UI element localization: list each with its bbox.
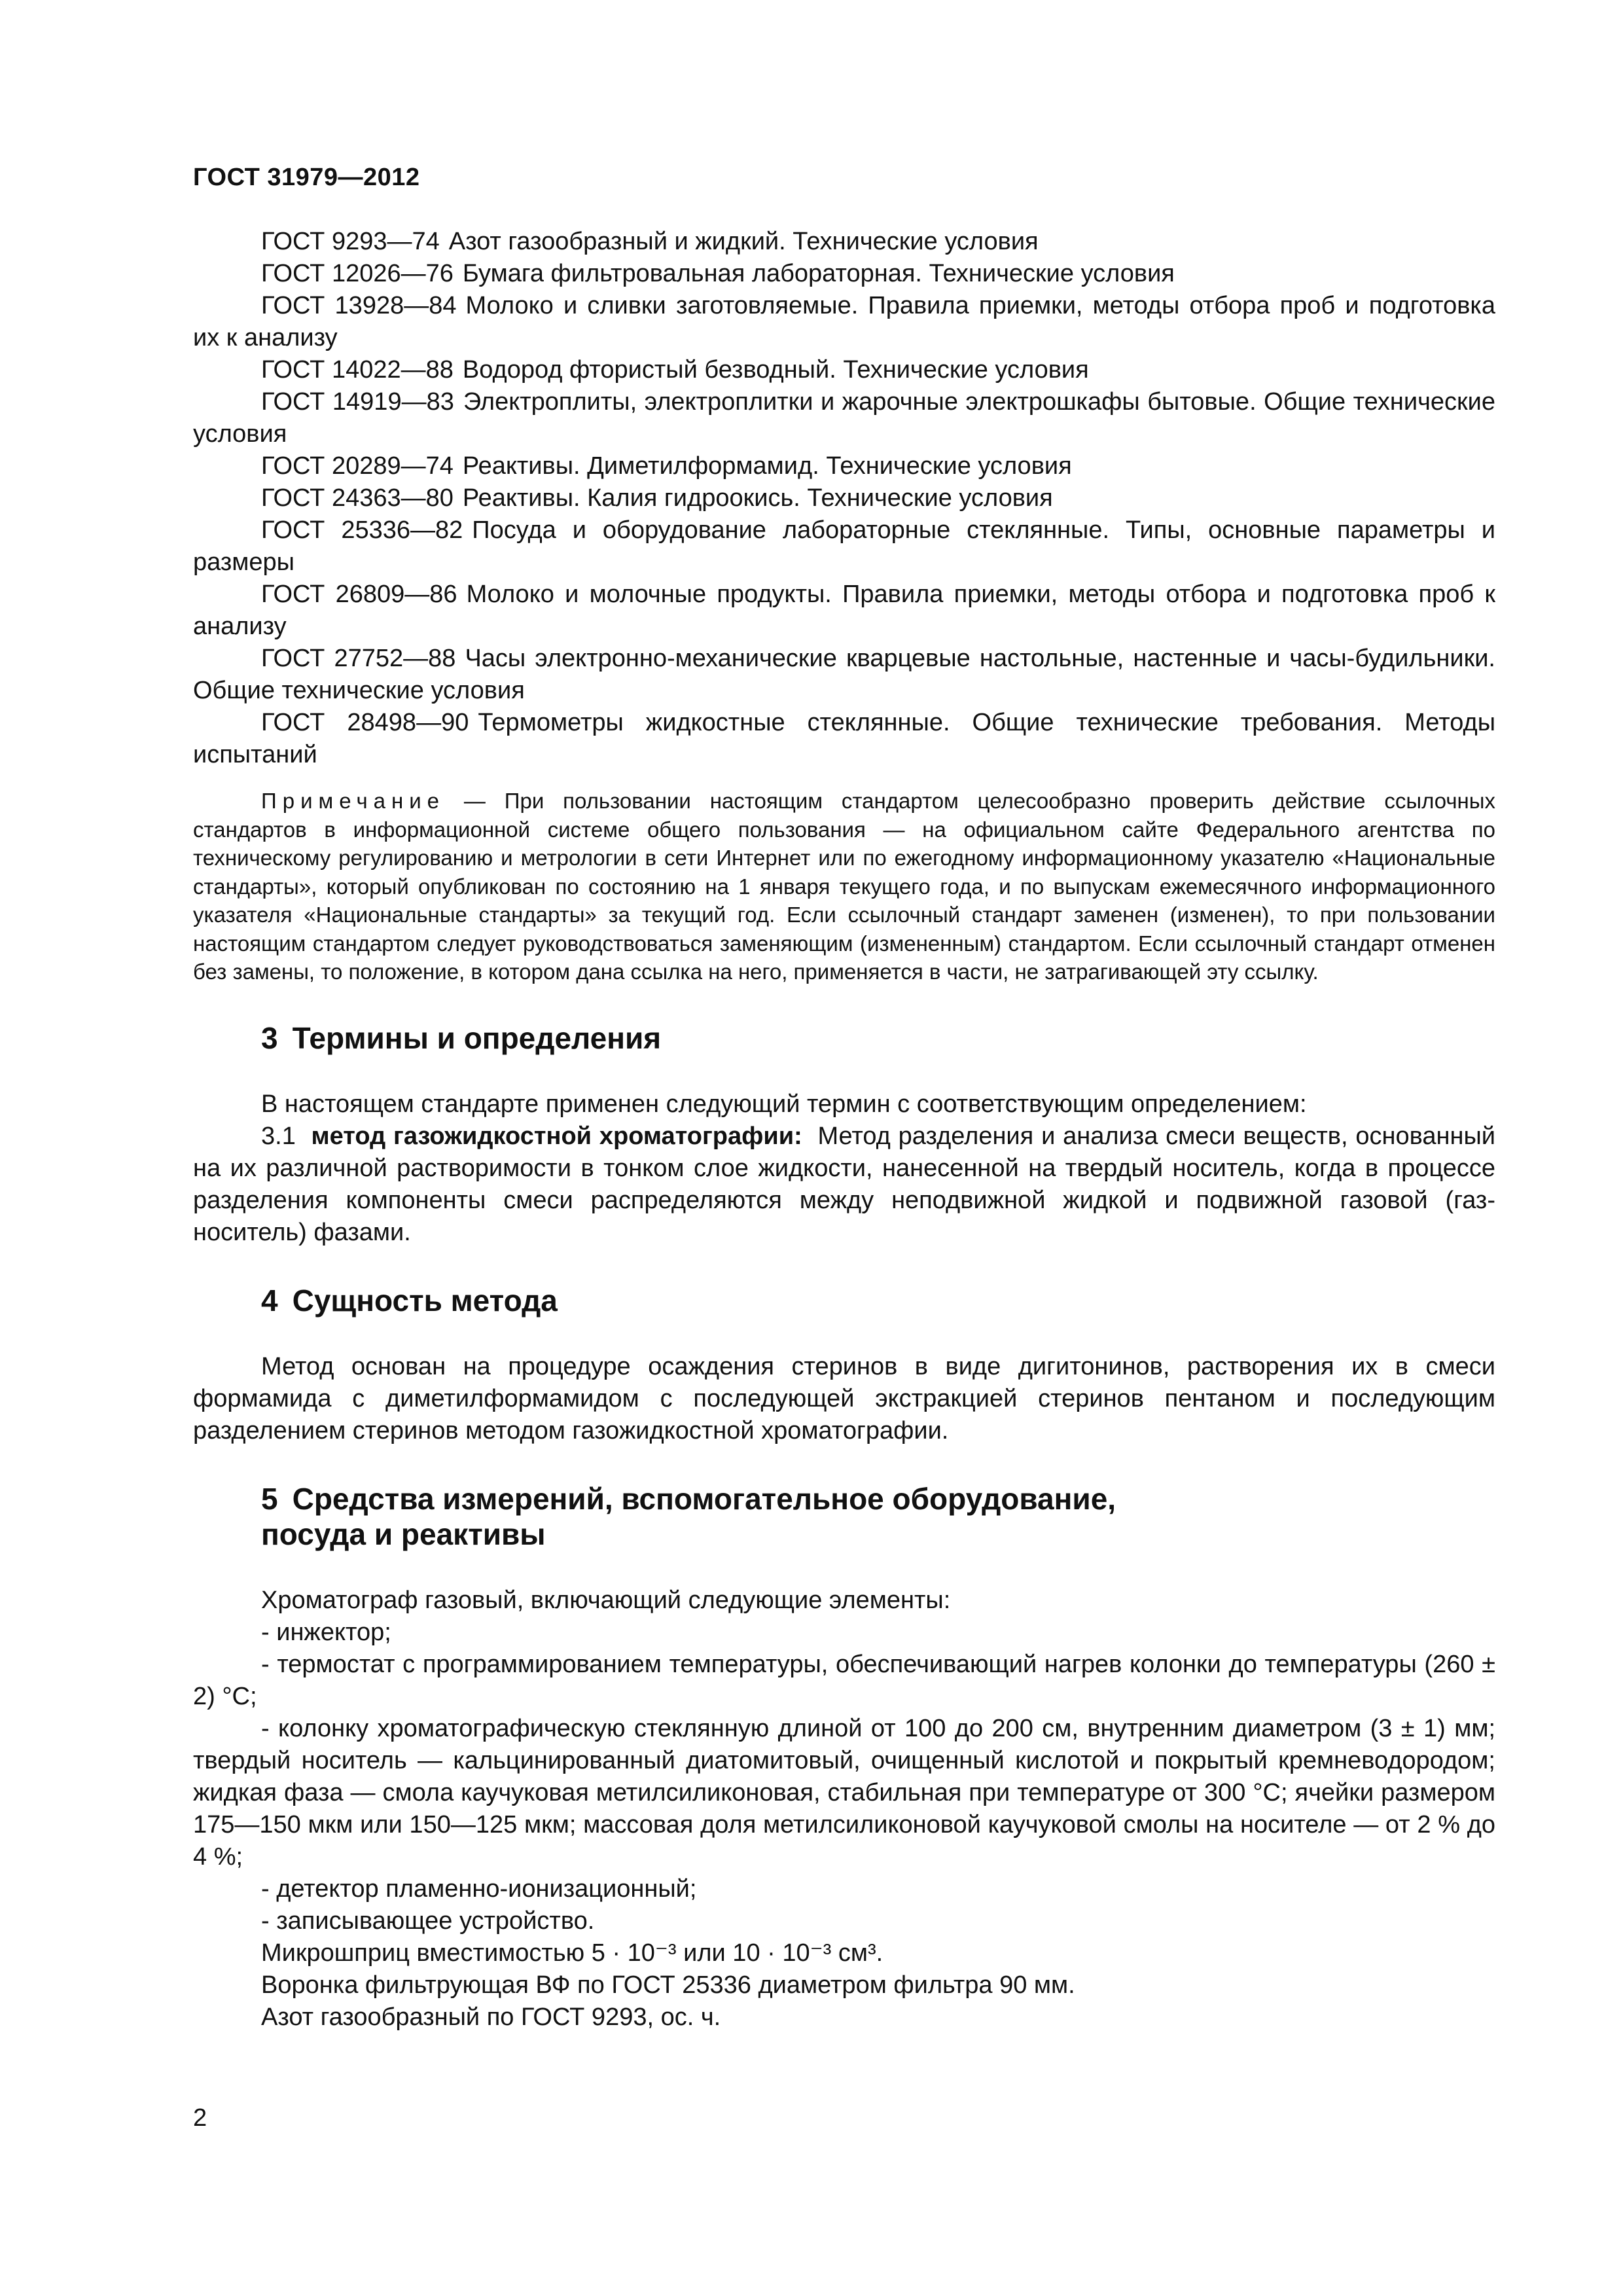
term-definition <box>193 1121 1495 1249</box>
reference-code: ГОСТ 14022—88 <box>261 356 454 384</box>
section-3-intro: В настоящем стандарте применен следующий термин с соответствующим определением: <box>261 1090 1307 1118</box>
section-4-text: Метод основан на процедуре осаждения стеринов в виде дигитонинов, растворения их в смеси формамида с диметилформамидом с последующей экстракцией стеринов пентаном и последующим разделением стеринов методом газожидкостной хроматографии. <box>193 1352 1495 1444</box>
reference-item <box>193 354 1495 386</box>
reference-code: ГОСТ 20289—74 <box>261 452 454 480</box>
document-code-header: ГОСТ 31979—2012 <box>193 164 420 191</box>
reference-item <box>193 226 1495 258</box>
equipment-item: - колонку хроматографическую стеклянную длиной от 100 до 200 см, внутренним диаметром (3 ± 1) мм; твердый носитель — кальцинированный диатомитовый, очищенный кислотой и покрытый кремневодородом; жидкая фаза — смола каучуковая метилсиликоновая, стабильная при температуре от 300 °С; ячейки размером 175—150 мкм или 150—125 мкм; массовая доля метилсиликоновой каучуковой смолы на носителе — от 2 % до 4 %; <box>193 1714 1495 1871</box>
section-title-line-2: посуда и реактивы <box>261 1516 546 1551</box>
page-content <box>193 226 1495 2034</box>
section-number: 4 <box>261 1283 278 1318</box>
reference-title: Молоко и молочные продукты. Правила приемки, методы отбора и подготовка проб к анализу <box>193 581 1496 640</box>
reference-code: ГОСТ 12026—76 <box>261 260 454 287</box>
section-title: Термины и определения <box>292 1020 662 1055</box>
reference-item <box>193 643 1495 707</box>
section-title: Сущность метода <box>292 1283 558 1318</box>
reference-item <box>193 290 1495 354</box>
reference-code: ГОСТ 24363—80 <box>261 484 454 512</box>
reference-list <box>193 226 1495 771</box>
reference-title: Часы электронно-механические кварцевые настольные, настенные и часы-будильники. Общие технические условия <box>193 645 1495 704</box>
section-number: 5 <box>261 1481 278 1516</box>
section-number: 3 <box>261 1020 278 1055</box>
reference-title: Реактивы. Калия гидроокись. Технические условия <box>462 484 1053 512</box>
defined-term: метод газожидкостной хроматографии: <box>311 1122 802 1150</box>
reference-code: ГОСТ 27752—88 <box>261 645 456 672</box>
reference-code: ГОСТ 9293—74 <box>261 228 440 255</box>
reference-title: Молоко и сливки заготовляемые. Правила приемки, методы отбора проб и подготовка их к анализу <box>193 292 1496 351</box>
reference-code: ГОСТ 25336—82 <box>261 516 463 544</box>
page-number: 2 <box>193 2104 207 2132</box>
references-note <box>193 787 1495 986</box>
section-4-heading <box>261 1283 1495 1318</box>
reference-title: Электроплиты, электроплитки и жарочные электрошкафы бытовые. Общие технические условия <box>193 388 1495 448</box>
equipment-item: - термостат с программированием температуры, обеспечивающий нагрев колонки до температуры (260 ± 2) °С; <box>193 1650 1495 1710</box>
equipment-item: - инжектор; <box>261 1618 391 1646</box>
reference-item <box>193 579 1495 643</box>
reference-code: ГОСТ 14919—83 <box>261 388 454 416</box>
reference-code: ГОСТ 26809—86 <box>261 581 457 608</box>
equipment-item: - записывающее устройство. <box>261 1907 595 1935</box>
definition-text: Метод разделения и анализа смеси веществ, основанный на их различной растворимости в тонком слое жидкости, нанесенной на твердый носитель, когда в процессе разделения компоненты смеси распределяются между неподвижной жидкой и подвижной газовой (газ-носитель) фазами. <box>193 1122 1495 1246</box>
reference-item <box>193 482 1495 514</box>
reference-title: Посуда и оборудование лабораторные стеклянные. Типы, основные параметры и размеры <box>193 516 1496 576</box>
reference-item <box>193 707 1495 771</box>
reference-title: Азот газообразный и жидкий. Технические условия <box>448 228 1039 255</box>
equipment-item: Воронка фильтрующая ВФ по ГОСТ 25336 диаметром фильтра 90 мм. <box>261 1971 1075 1999</box>
reference-code: ГОСТ 13928—84 <box>261 292 457 319</box>
section-3-heading <box>261 1020 1495 1056</box>
reference-title: Водород фтористый безводный. Технические условия <box>462 356 1089 384</box>
equipment-item: Микрошприц вместимостью 5 · 10⁻³ или 10 · 10⁻³ см³. <box>261 1939 883 1967</box>
reference-title: Реактивы. Диметилформамид. Технические условия <box>462 452 1072 480</box>
equipment-item: Хроматограф газовый, включающий следующие элементы: <box>261 1586 951 1614</box>
equipment-item: - детектор пламенно-ионизационный; <box>261 1874 697 1903</box>
reference-item <box>193 514 1495 579</box>
note-label: Примечание <box>261 789 446 813</box>
note-text: — При пользовании настоящим стандартом целесообразно проверить действие ссылочных стандартов в информационной системе общего пользования — на официальном сайте Федерального агентства по техническому регулированию и метрологии в сети Интернет или по ежегодному информационному указателю «Национальные стандарты», который опубликован по состоянию на 1 января текущего года, и по выпускам ежемесячного информационного указателя «Национальные стандарты» за текущий год. Если ссылочный стандарт заменен (изменен), то при пользовании настоящим стандартом следует руководствоваться заменяющим (измененным) стандартом. Если ссылочный стандарт отменен без замены, то положение, в котором дана ссылка на него, применяется в части, не затрагивающей эту ссылку. <box>193 789 1495 984</box>
reference-title: Термометры жидкостные стеклянные. Общие технические требования. Методы испытаний <box>193 709 1496 768</box>
reference-code: ГОСТ 28498—90 <box>261 709 469 736</box>
reference-title: Бумага фильтровальная лабораторная. Технические условия <box>462 260 1175 287</box>
definition-number: 3.1 <box>261 1122 296 1150</box>
reference-item <box>193 450 1495 482</box>
equipment-item: Азот газообразный по ГОСТ 9293, ос. ч. <box>261 2003 721 2031</box>
reference-item <box>193 258 1495 290</box>
section-5-heading <box>261 1481 1495 1552</box>
section-title-line-1: Средства измерений, вспомогательное оборудование, <box>292 1481 1116 1516</box>
equipment-list <box>193 1585 1495 2034</box>
reference-item <box>193 386 1495 450</box>
